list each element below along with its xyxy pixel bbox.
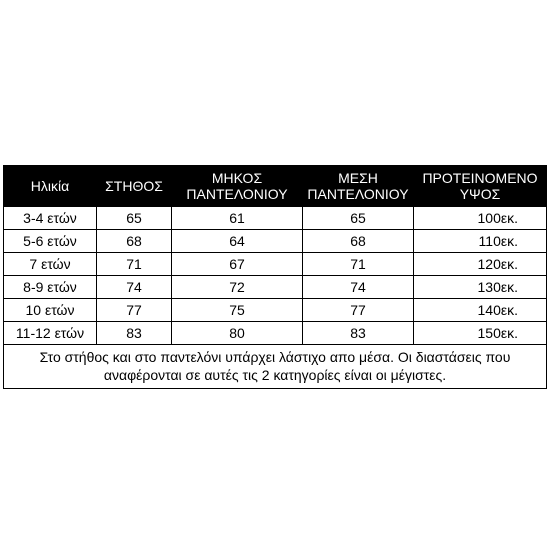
cell-trouser-waist: 77: [303, 299, 414, 322]
table-row: [4, 276, 547, 299]
cell-trouser-waist: 68: [303, 230, 414, 253]
table-row: [4, 299, 547, 322]
header-trouser-length-line1: ΜΗΚΟΣ: [211, 170, 263, 186]
cell-chest: 68: [97, 230, 172, 253]
cell-trouser-waist: 71: [303, 253, 414, 276]
header-suggested-height: [414, 166, 547, 207]
table-row: [4, 230, 547, 253]
cell-age: 7 ετών: [4, 253, 97, 276]
header-age-text: Ηλικία: [30, 178, 70, 194]
cell-chest: 65: [97, 207, 172, 230]
cell-trouser-length: 75: [172, 299, 303, 322]
cell-trouser-waist: 65: [303, 207, 414, 230]
cell-age: 8-9 ετών: [4, 276, 97, 299]
header-trouser-length: [172, 166, 303, 207]
table-row: [4, 253, 547, 276]
cell-suggested-height: 140εκ.: [414, 299, 547, 322]
cell-age: 3-4 ετών: [4, 207, 97, 230]
cell-trouser-length: 67: [172, 253, 303, 276]
table-row: [4, 207, 547, 230]
cell-chest: 77: [97, 299, 172, 322]
cell-suggested-height: 120εκ.: [414, 253, 547, 276]
header-trouser-waist: [303, 166, 414, 207]
cell-trouser-waist: 74: [303, 276, 414, 299]
header-trouser-waist-line1: ΜΕΣΗ: [338, 170, 378, 186]
cell-chest: 74: [97, 276, 172, 299]
size-chart-table: [3, 165, 547, 389]
cell-chest: 83: [97, 322, 172, 345]
table-note-row: [4, 345, 547, 389]
cell-trouser-length: 64: [172, 230, 303, 253]
cell-suggested-height: 110εκ.: [414, 230, 547, 253]
header-trouser-length-line2: ΠΑΝΤΕΛΟΝΙΟΥ: [186, 186, 288, 202]
table-note-line2: αναφέρονται σε αυτές τις 2 κατηγορίες είναι οι μέγιστες.: [103, 367, 447, 383]
cell-trouser-waist: 83: [303, 322, 414, 345]
header-age: [4, 166, 97, 207]
header-suggested-height-line2: ΥΨΟΣ: [459, 186, 501, 202]
cell-suggested-height: 130εκ.: [414, 276, 547, 299]
cell-trouser-length: 61: [172, 207, 303, 230]
table-header-row: [4, 166, 547, 207]
header-chest: [97, 166, 172, 207]
table-note-line1: Στο στήθος και στο παντελόνι υπάρχει λάστιχο απο μέσα. Οι διαστάσεις που: [39, 349, 511, 365]
cell-trouser-length: 80: [172, 322, 303, 345]
cell-age: 5-6 ετών: [4, 230, 97, 253]
header-suggested-height-line1: ΠΡΟΤΕΙΝΟΜΕΝΟ: [422, 170, 538, 186]
cell-age: 11-12 ετών: [4, 322, 97, 345]
cell-age: 10 ετών: [4, 299, 97, 322]
header-trouser-waist-line2: ΠΑΝΤΕΛΟΝΙΟΥ: [307, 186, 409, 202]
table-note: [4, 345, 547, 389]
cell-chest: 71: [97, 253, 172, 276]
cell-trouser-length: 72: [172, 276, 303, 299]
table-row: [4, 322, 547, 345]
header-chest-text: ΣΤΗΘΟΣ: [105, 178, 163, 194]
cell-suggested-height: 150εκ.: [414, 322, 547, 345]
cell-suggested-height: 100εκ.: [414, 207, 547, 230]
